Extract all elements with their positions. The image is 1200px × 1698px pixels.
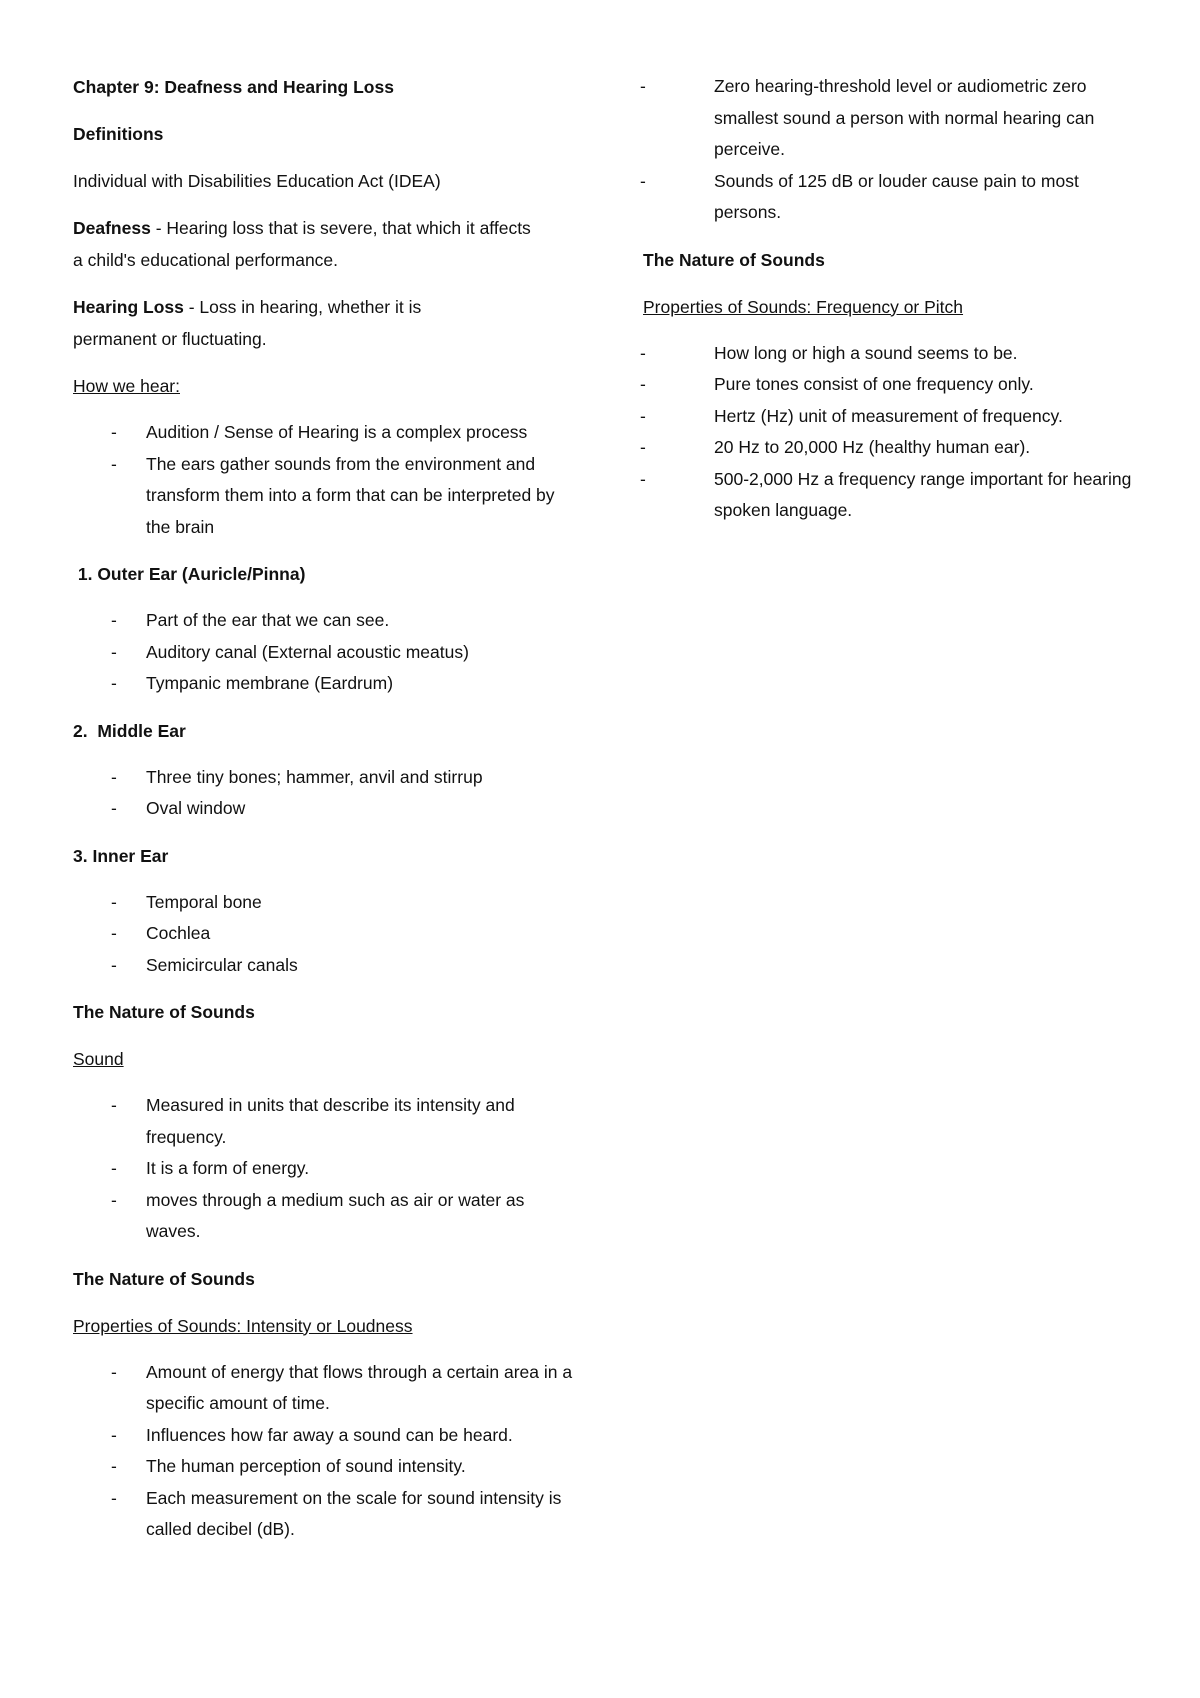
list-item: - 20 Hz to 20,000 Hz (healthy human ear). xyxy=(643,432,1144,464)
idea-line: Individual with Disabilities Education Act (IDEA) xyxy=(73,171,441,191)
sound-list xyxy=(73,1090,573,1248)
list-item: - Audition / Sense of Hearing is a complex process xyxy=(73,417,573,449)
list-item: - It is a form of energy. xyxy=(73,1153,573,1185)
list-item: - Tympanic membrane (Eardrum) xyxy=(73,668,573,700)
outer-ear-list xyxy=(73,605,573,700)
list-item: - How long or high a sound seems to be. xyxy=(643,338,1144,370)
definitions-heading: Definitions xyxy=(73,124,164,144)
list-item: - Measured in units that describe its intensity and frequency. xyxy=(73,1090,573,1153)
sound-subheading: Sound xyxy=(73,1049,124,1069)
list-item: - Cochlea xyxy=(73,918,573,950)
nature-of-sounds-heading-3: The Nature of Sounds xyxy=(643,249,825,270)
list-item: - Each measurement on the scale for sound intensity is called decibel (dB). xyxy=(73,1483,573,1546)
intensity-subheading: Properties of Sounds: Intensity or Loudness xyxy=(73,1315,413,1336)
intensity-list xyxy=(73,1357,573,1546)
hearing-loss-term: Hearing Loss xyxy=(73,297,184,317)
list-item: - Zero hearing-threshold level or audiometric zero smallest sound a person with normal hearing can perceive. xyxy=(643,71,1144,166)
list-item: - Auditory canal (External acoustic meatus) xyxy=(73,637,573,669)
list-item: - Influences how far away a sound can be heard. xyxy=(73,1420,573,1452)
list-item: - moves through a medium such as air or water as waves. xyxy=(73,1185,573,1248)
left-column xyxy=(73,71,573,1561)
inner-ear-heading: 3. Inner Ear xyxy=(73,845,169,866)
list-item: - Part of the ear that we can see. xyxy=(73,605,573,637)
inner-ear-list xyxy=(73,887,573,982)
list-item: - 500-2,000 Hz a frequency range important for hearing spoken language. xyxy=(643,464,1144,527)
frequency-subheading: Properties of Sounds: Frequency or Pitch xyxy=(643,296,964,317)
deafness-text: - Hearing loss that is severe, that which it affects a child's educational performance. xyxy=(73,218,531,270)
list-item: - Semicircular canals xyxy=(73,950,573,982)
deafness-term: Deafness xyxy=(73,218,151,238)
nature-of-sounds-heading-2: The Nature of Sounds xyxy=(73,1268,255,1289)
hearing-loss-definition xyxy=(73,291,493,355)
frequency-list xyxy=(714,338,1144,527)
deafness-definition xyxy=(73,212,543,276)
list-item: - Amount of energy that flows through a certain area in a specific amount of time. xyxy=(73,1357,573,1420)
list-item: - The human perception of sound intensity. xyxy=(73,1451,573,1483)
nature-of-sounds-heading: The Nature of Sounds xyxy=(73,1002,255,1022)
list-item: - Temporal bone xyxy=(73,887,573,919)
list-item: - The ears gather sounds from the environment and transform them into a form that can be interpreted by the brain xyxy=(73,449,573,544)
middle-ear-heading: 2. Middle Ear xyxy=(73,720,186,741)
list-item: - Three tiny bones; hammer, anvil and stirrup xyxy=(73,762,573,794)
outer-ear-heading: 1. Outer Ear (Auricle/Pinna) xyxy=(73,564,306,584)
list-item: - Pure tones consist of one frequency only. xyxy=(643,369,1144,401)
list-item: - Oval window xyxy=(73,793,573,825)
chapter-title: Chapter 9: Deafness and Hearing Loss xyxy=(73,77,394,97)
middle-ear-list xyxy=(73,762,573,825)
hearing-loss-text: - Loss in hearing, whether it is permanent or fluctuating. xyxy=(73,297,422,349)
right-column xyxy=(643,71,1143,542)
how-we-hear-heading: How we hear: xyxy=(73,376,180,396)
intensity-continued-list xyxy=(714,71,1144,229)
list-item: - Sounds of 125 dB or louder cause pain to most persons. xyxy=(643,166,1144,229)
list-item: - Hertz (Hz) unit of measurement of frequency. xyxy=(643,401,1144,433)
how-we-hear-list xyxy=(73,417,573,543)
